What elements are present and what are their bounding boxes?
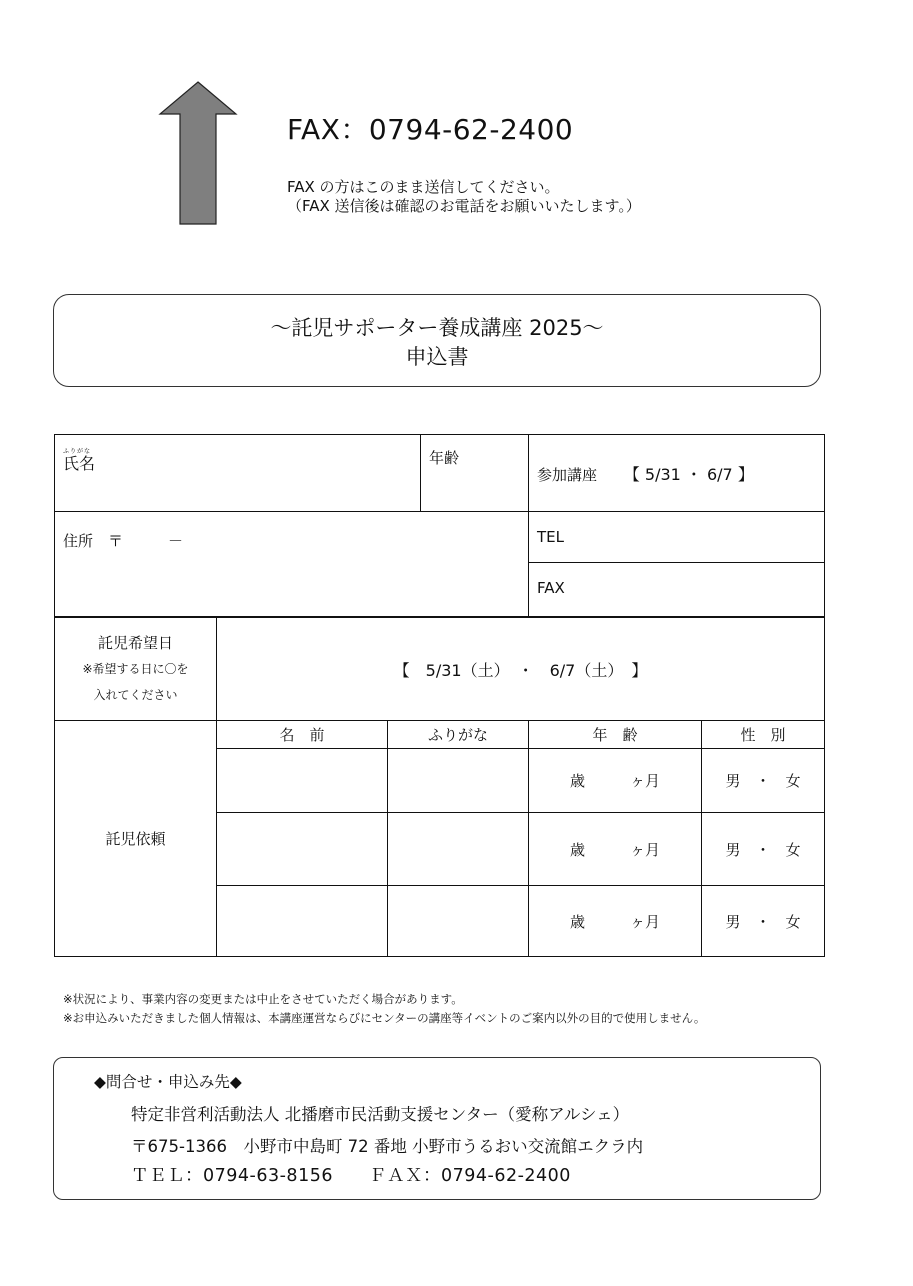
child-name-input[interactable] (217, 749, 388, 813)
fax-field[interactable] (529, 563, 825, 617)
course-field[interactable] (529, 435, 825, 512)
note-item: ※お申込みいただきました個人情報は、本講座運営ならびにセンターの講座等イベントのご案内以外の目的で使用しません。 (63, 1011, 706, 1025)
tel-field[interactable] (529, 512, 825, 563)
contact-heading: ◆問合せ・申込み先◆ (94, 1073, 242, 1091)
course-options: 【 5/31 ・ 6/7 】 (623, 464, 754, 484)
child-age-input[interactable]: 歳 ヶ月 (529, 813, 702, 886)
fax-label: FAX (537, 579, 565, 597)
child-name-input[interactable] (217, 813, 388, 886)
note-item: ※状況により、事業内容の変更または中止をさせていただく場合があります。 (63, 992, 463, 1006)
child-age-input[interactable]: 歳 ヶ月 (529, 886, 702, 957)
form-title: 申込書 (405, 345, 469, 369)
tel-label: TEL (537, 528, 564, 546)
course-title: ～託児サポーター養成講座 2025～ (270, 316, 604, 340)
child-furigana-input[interactable] (388, 749, 529, 813)
childcare-request-label: 託児依頼 (55, 721, 217, 957)
age-field[interactable] (421, 435, 529, 512)
name-field[interactable] (55, 435, 421, 512)
child-age-input[interactable]: 歳 ヶ月 (529, 749, 702, 813)
name-label: 氏名 (63, 454, 96, 473)
child-gender-select[interactable]: 男 ・ 女 (702, 749, 825, 813)
childcare-date-note: ※希望する日に〇を (82, 662, 189, 676)
col-header-name: 名 前 (217, 721, 388, 749)
child-gender-select[interactable]: 男 ・ 女 (702, 886, 825, 957)
name-furigana: ふりがな (63, 448, 92, 455)
col-header-gender: 性 別 (702, 721, 825, 749)
child-gender-select[interactable]: 男 ・ 女 (702, 813, 825, 886)
fax-instruction: FAX の方はこのまま送信してください。 (287, 178, 560, 196)
child-furigana-input[interactable] (388, 886, 529, 957)
title-box (53, 294, 821, 387)
address-label: 住所 〒 － (63, 532, 184, 550)
childcare-table (54, 617, 825, 957)
childcare-date-label: 託児希望日 (97, 634, 173, 652)
child-furigana-input[interactable] (388, 813, 529, 886)
contact-organization: 特定非営利活動法人 北播磨市民活動支援センター（愛称アルシェ） (131, 1105, 630, 1124)
child-name-input[interactable] (217, 886, 388, 957)
fax-confirmation-note: （FAX 送信後は確認のお電話をお願いいたします。） (287, 197, 641, 215)
applicant-table (54, 434, 825, 617)
childcare-date-note-2: 入れてください (93, 688, 178, 702)
contact-phones: ＴＥＬ：0794-63-8156 ＦＡＸ：0794-62-2400 (131, 1166, 571, 1186)
age-label: 年齢 (429, 449, 460, 467)
address-field[interactable] (55, 512, 529, 617)
contact-box (53, 1057, 821, 1200)
childcare-date-options[interactable]: 【 5/31（土） ・ 6/7（土） 】 (217, 618, 825, 721)
fax-number-heading: FAX：0794-62-2400 (287, 113, 574, 146)
up-arrow-icon (158, 80, 238, 226)
col-header-furigana: ふりがな (388, 721, 529, 749)
col-header-age: 年 齢 (529, 721, 702, 749)
childcare-date-label-cell (55, 618, 217, 721)
notes (63, 990, 705, 1028)
course-label: 参加講座 (537, 465, 598, 484)
contact-address: 〒675-1366 小野市中島町 72 番地 小野市うるおい交流館エクラ内 (131, 1137, 644, 1156)
